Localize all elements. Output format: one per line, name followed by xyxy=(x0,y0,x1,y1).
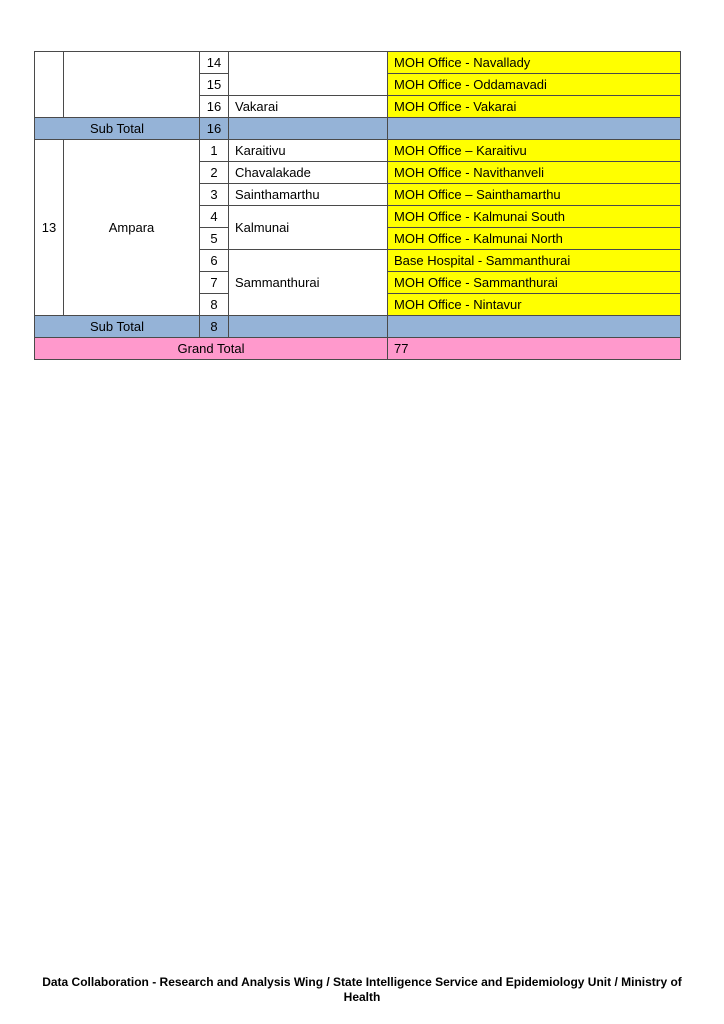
row-no: 6 xyxy=(200,250,229,272)
subtotal-row xyxy=(35,118,681,140)
footer-line-1: Data Collaboration - Research and Analysis Wing / State Intelligence Service and Epidemiology Unit / Ministry of xyxy=(42,975,682,989)
row-no: 1 xyxy=(200,140,229,162)
subtotal-label: Sub Total xyxy=(35,118,200,140)
row-no: 15 xyxy=(200,74,229,96)
division-cell: Vakarai xyxy=(229,96,388,118)
table-row xyxy=(35,140,681,162)
division-cell: Sainthamarthu xyxy=(229,184,388,206)
subtotal-row xyxy=(35,316,681,338)
subtotal-value: 8 xyxy=(200,316,229,338)
subtotal-label: Sub Total xyxy=(35,316,200,338)
page-footer xyxy=(30,975,694,1005)
row-no: 7 xyxy=(200,272,229,294)
location-cell: MOH Office - Kalmunai South xyxy=(388,206,681,228)
division-cell: Chavalakade xyxy=(229,162,388,184)
subtotal-empty-cell xyxy=(229,316,388,338)
district-no-cell xyxy=(35,52,64,118)
division-cell: Kalmunai xyxy=(229,206,388,250)
location-cell: MOH Office - Sammanthurai xyxy=(388,272,681,294)
grand-total-label: Grand Total xyxy=(35,338,388,360)
grand-total-value: 77 xyxy=(388,338,681,360)
row-no: 14 xyxy=(200,52,229,74)
district-name-cell: Ampara xyxy=(64,140,200,316)
division-cell: Sammanthurai xyxy=(229,250,388,316)
location-cell: MOH Office - Oddamavadi xyxy=(388,74,681,96)
division-cell: Karaitivu xyxy=(229,140,388,162)
row-no: 3 xyxy=(200,184,229,206)
row-no: 4 xyxy=(200,206,229,228)
location-cell: MOH Office - Navallady xyxy=(388,52,681,74)
location-cell: Base Hospital - Sammanthurai xyxy=(388,250,681,272)
location-cell: MOH Office – Karaitivu xyxy=(388,140,681,162)
footer-line-2: Health xyxy=(343,990,381,1004)
subtotal-value: 16 xyxy=(200,118,229,140)
table-row xyxy=(35,52,681,74)
location-cell: MOH Office - Nintavur xyxy=(388,294,681,316)
location-cell: MOH Office - Navithanveli xyxy=(388,162,681,184)
row-no: 5 xyxy=(200,228,229,250)
hospital-list-table xyxy=(34,51,681,360)
location-cell: MOH Office – Sainthamarthu xyxy=(388,184,681,206)
row-no: 8 xyxy=(200,294,229,316)
location-cell: MOH Office - Vakarai xyxy=(388,96,681,118)
subtotal-empty-cell xyxy=(229,118,388,140)
subtotal-empty-cell xyxy=(388,316,681,338)
row-no: 2 xyxy=(200,162,229,184)
grand-total-row xyxy=(35,338,681,360)
division-cell xyxy=(229,52,388,96)
subtotal-empty-cell xyxy=(388,118,681,140)
location-cell: MOH Office - Kalmunai North xyxy=(388,228,681,250)
district-no-cell: 13 xyxy=(35,140,64,316)
district-name-cell xyxy=(64,52,200,118)
row-no: 16 xyxy=(200,96,229,118)
